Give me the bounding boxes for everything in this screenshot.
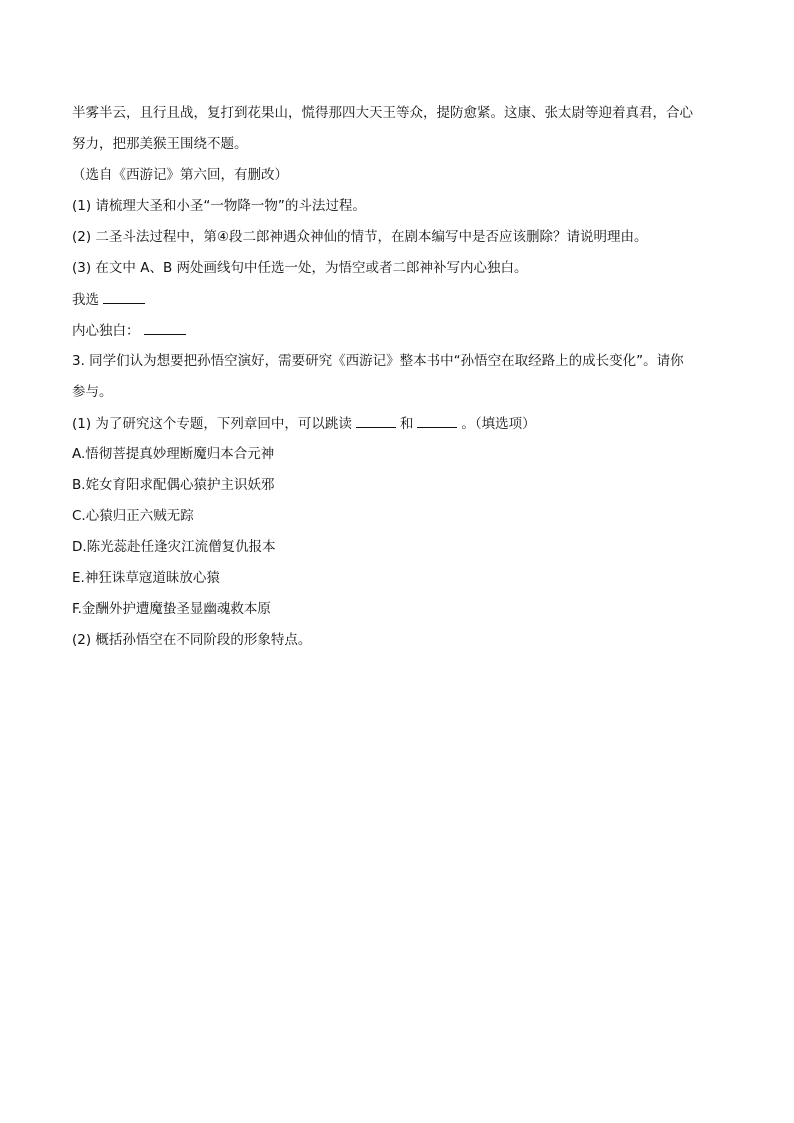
q2-sub1: (1) 请梳理大圣和小圣“一物降一物”的斗法过程。 xyxy=(72,198,366,214)
q3-stem-line-1: 3. 同学们认为想要把孙悟空演好，需要研究《西游记》整本书中“孙悟空在取经路上的成长变化”。请你 xyxy=(72,353,684,369)
passage-line-2: 努力，把那美猴王围绕不题。 xyxy=(72,136,248,152)
monologue-line xyxy=(72,320,732,341)
choose-blank[interactable] xyxy=(103,289,145,304)
option-b: B.姹女育阳求配偶心猿护主识妖邪 xyxy=(72,477,275,493)
q3-sub1-suffix: 。（填选项） xyxy=(461,416,536,432)
passage-source: （选自《西游记》第六回，有删改） xyxy=(72,167,288,183)
passage-line-1: 半雾半云，且行且战，复打到花果山，慌得那四大天王等众，提防愈紧。这康、张太尉等迎着真君，合心 xyxy=(72,105,693,121)
q3-sub1-prefix: (1) 为了研究这个专题，下列章回中，可以跳读 xyxy=(72,416,352,432)
q3-sub2: (2) 概括孙悟空在不同阶段的形象特点。 xyxy=(72,632,312,648)
q3-stem-line-2: 参与。 xyxy=(72,384,113,400)
monologue-blank[interactable] xyxy=(144,320,186,335)
choose-line xyxy=(72,289,732,310)
monologue-label: 内心独白： xyxy=(72,323,140,339)
option-e: E.神狂诛草寇道昧放心猿 xyxy=(72,570,220,586)
q2-sub3: (3) 在文中 A、B 两处画线句中任选一处，为悟空或者二郎神补写内心独白。 xyxy=(72,260,528,276)
choose-label: 我选 xyxy=(72,292,99,308)
option-a: A.悟彻菩提真妙理断魔归本合元神 xyxy=(72,446,275,462)
option-f: F.金酬外护遭魔蛰圣显幽魂救本原 xyxy=(72,601,271,617)
q3-blank-2[interactable] xyxy=(417,413,457,428)
q3-blank-1[interactable] xyxy=(356,413,396,428)
option-c: C.心猿归正六贼无踪 xyxy=(72,508,194,524)
q3-sub1-and: 和 xyxy=(399,416,414,432)
option-d: D.陈光蕊赴任逢灾江流僧复仇报本 xyxy=(72,539,276,555)
q3-sub1 xyxy=(72,413,732,434)
q2-sub2: (2) 二圣斗法过程中，第④段二郎神遇众神仙的情节，在剧本编写中是否应该删除？请说明理由。 xyxy=(72,229,648,245)
